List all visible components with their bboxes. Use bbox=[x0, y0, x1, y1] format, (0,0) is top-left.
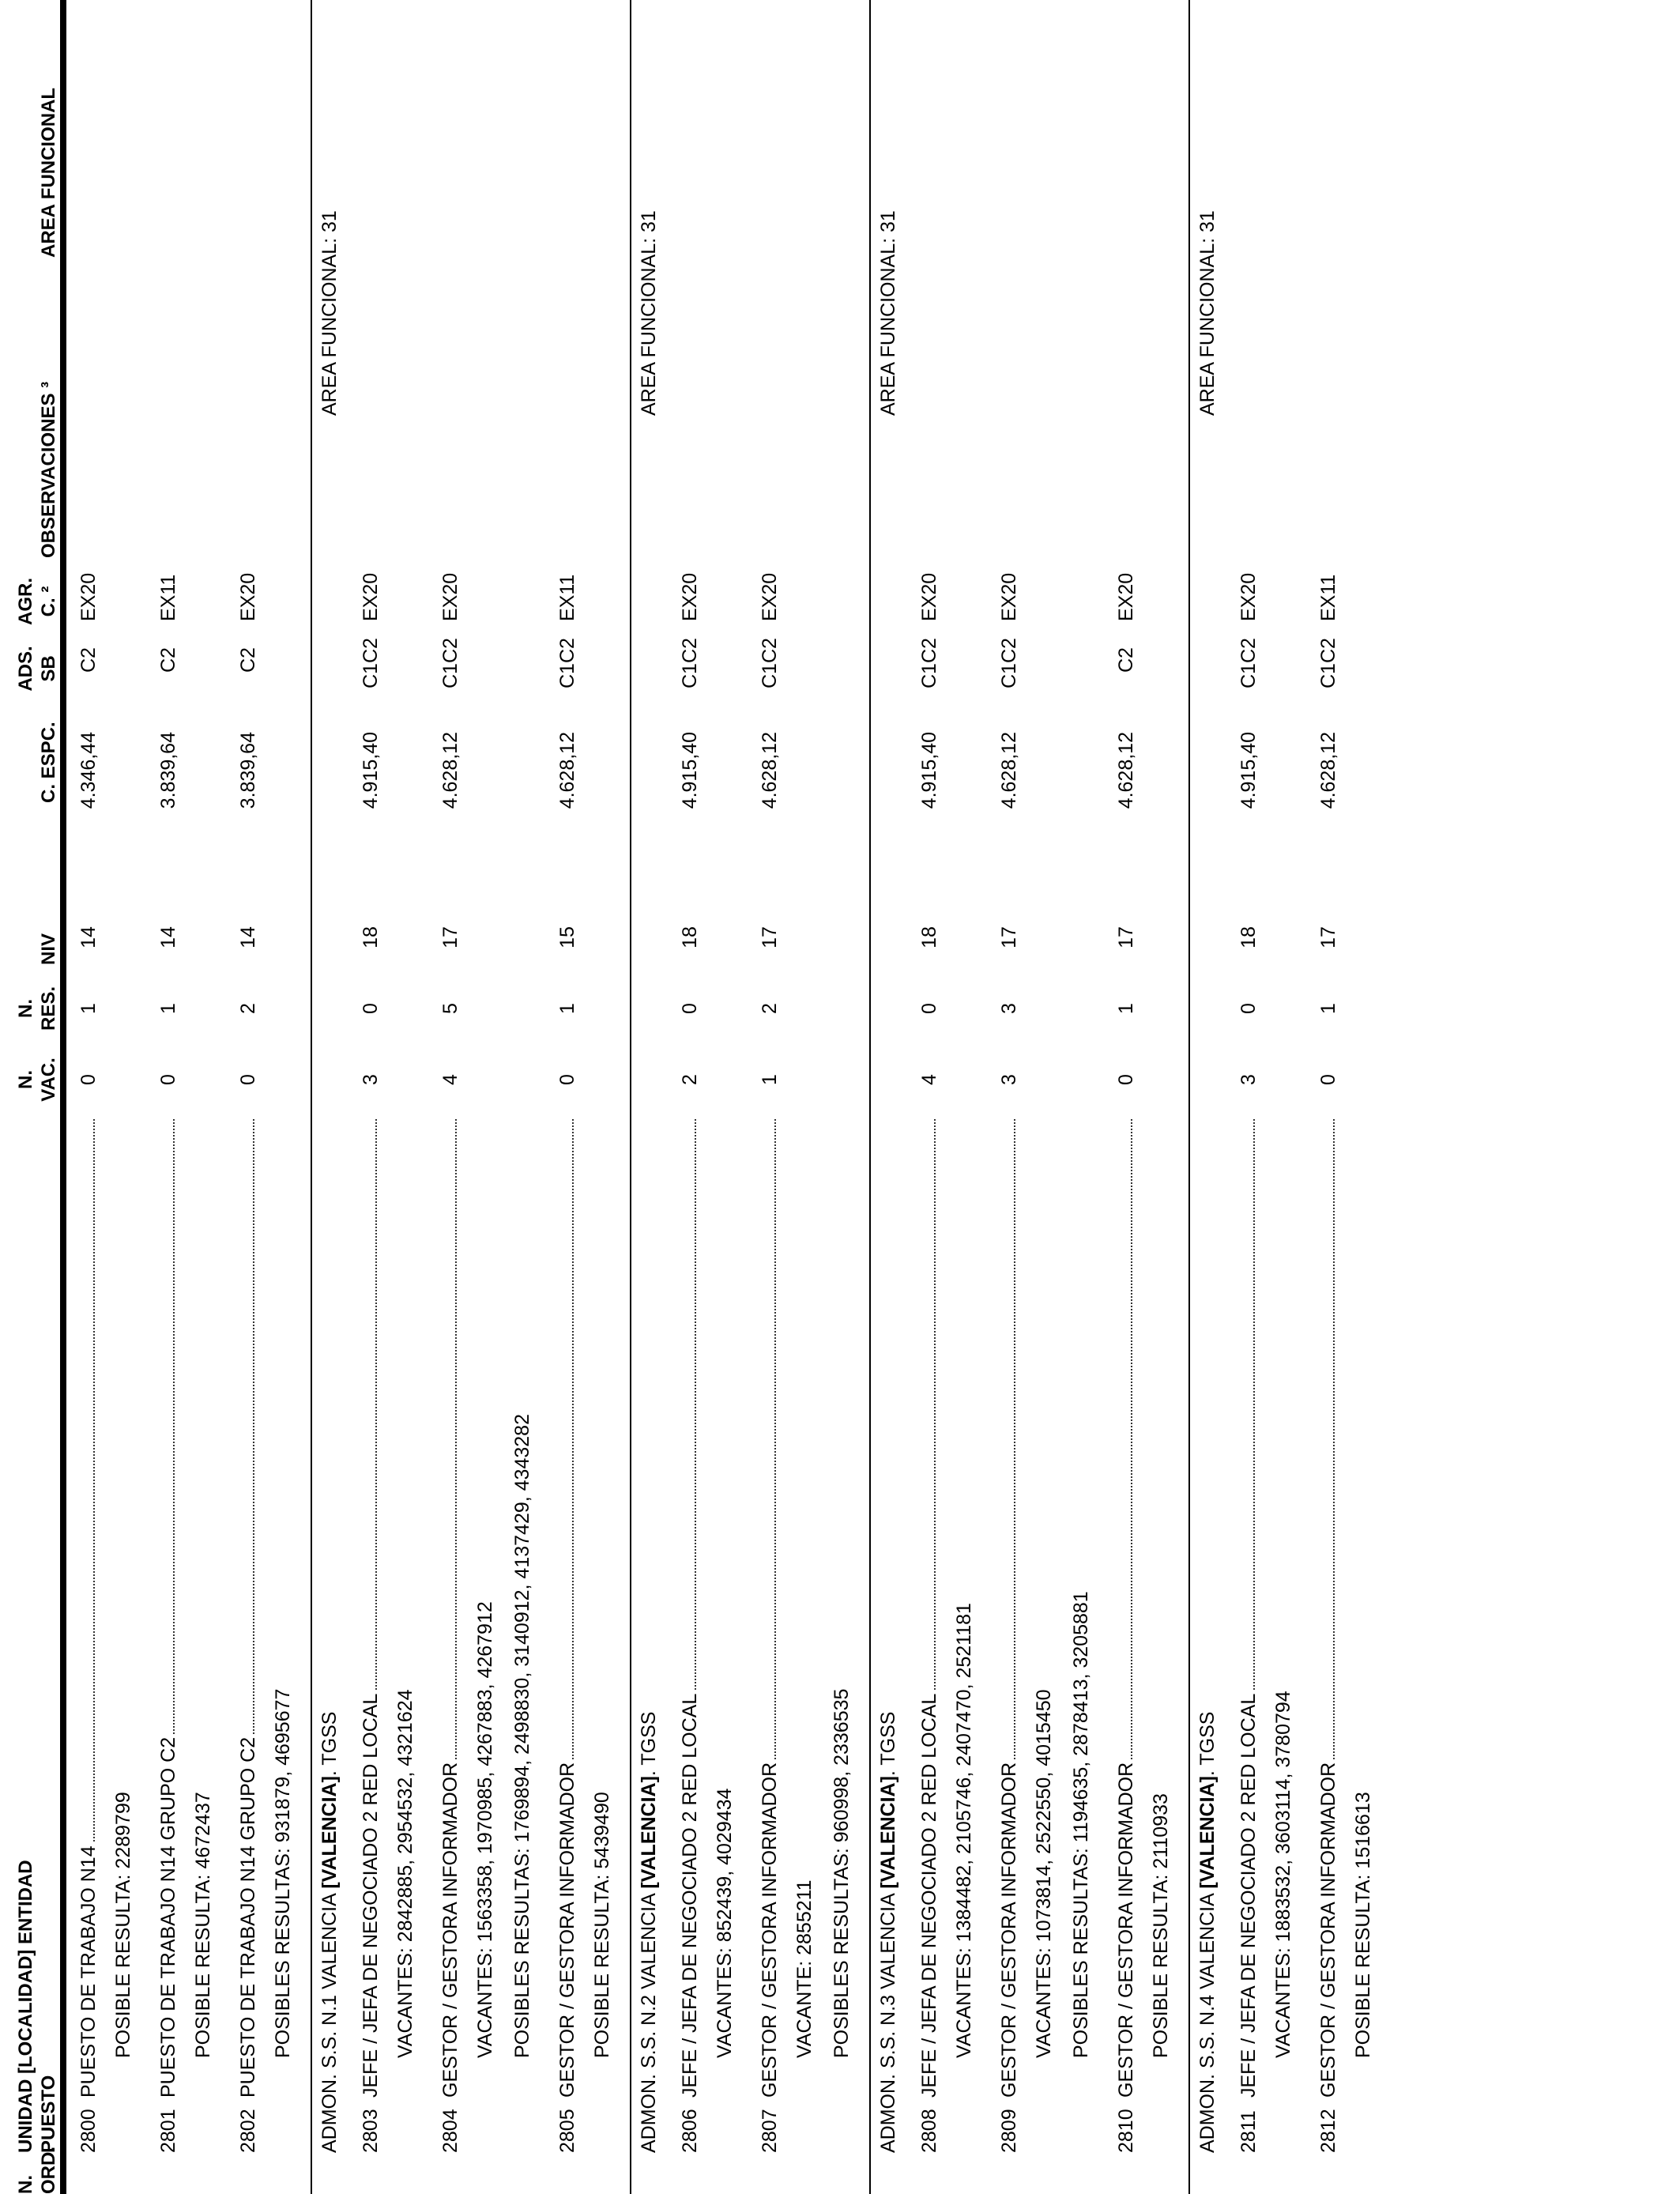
row-note: POSIBLE RESULTA: 4672437 bbox=[192, 1792, 214, 2058]
entity-heading bbox=[318, 1712, 341, 2153]
row-description bbox=[439, 1119, 462, 2098]
entity-heading bbox=[877, 1712, 900, 2153]
row-ads: C1C2 bbox=[360, 638, 382, 688]
row-cespc: 4.915,40 bbox=[918, 732, 940, 809]
row-agr: EX20 bbox=[918, 572, 940, 621]
header-niv: NIV bbox=[38, 933, 59, 965]
row-agr: EX11 bbox=[157, 574, 179, 621]
row-agr: EX20 bbox=[77, 572, 100, 621]
row-cespc: 4.915,40 bbox=[679, 732, 701, 809]
header-ord-line1: N. bbox=[15, 2175, 36, 2194]
row-description-text: JEFE / JEFA DE NEGOCIADO 2 RED LOCAL bbox=[360, 1691, 382, 2098]
row-res: 3 bbox=[998, 1003, 1020, 1014]
row-ads: C2 bbox=[77, 647, 100, 673]
row-note: POSIBLES RESULTAS: 931879, 4695677 bbox=[272, 1688, 294, 2058]
table-row bbox=[353, 0, 388, 2194]
row-niv: 18 bbox=[1237, 926, 1260, 948]
entity-prefix: ADMON. S.S. N.3 VALENCIA bbox=[877, 1888, 899, 2153]
row-agr: EX20 bbox=[998, 572, 1020, 621]
row-description bbox=[1237, 1119, 1260, 2098]
row-res: 1 bbox=[1115, 1003, 1137, 1014]
header-unit-line1: UNIDAD [LOCALIDAD] ENTIDAD bbox=[15, 1860, 36, 2153]
row-res: 0 bbox=[918, 1003, 940, 1014]
entity-prefix: ADMON. S.S. N.2 VALENCIA bbox=[638, 1888, 660, 2153]
row-note: POSIBLES RESULTAS: 1769894, 2498830, 3140912, 4137429, 4343282 bbox=[511, 1414, 533, 2058]
row-ads: C1C2 bbox=[759, 638, 781, 688]
row-niv: 17 bbox=[439, 926, 461, 948]
table-row bbox=[1109, 0, 1143, 2194]
header-ads-line2: SB bbox=[38, 655, 59, 682]
row-note: VACANTES: 852439, 4029434 bbox=[714, 1788, 736, 2058]
area-funcional: AREA FUNCIONAL: 31 bbox=[318, 210, 341, 416]
header-obs: OBSERVACIONES ³ bbox=[38, 381, 59, 558]
row-number: 2806 bbox=[679, 2109, 701, 2153]
row-description-text: GESTOR / GESTORA INFORMADOR bbox=[759, 1760, 781, 2098]
row-note: VACANTES: 2842885, 2954532, 4321624 bbox=[394, 1689, 416, 2058]
row-description-text: PUESTO DE TRABAJO N14 GRUPO C2 bbox=[237, 1735, 259, 2098]
row-niv: 17 bbox=[998, 926, 1020, 948]
row-description-text: GESTOR / GESTORA INFORMADOR bbox=[1115, 1760, 1137, 2098]
row-description bbox=[360, 1119, 382, 2098]
row-ads: C2 bbox=[1115, 647, 1137, 673]
row-agr: EX20 bbox=[679, 572, 701, 621]
row-number: 2802 bbox=[237, 2109, 259, 2153]
table-row bbox=[1311, 0, 1346, 2194]
row-note: VACANTES: 1563358, 1970985, 4267883, 4267912 bbox=[474, 1601, 496, 2058]
row-cespc: 4.628,12 bbox=[759, 732, 781, 809]
row-niv: 14 bbox=[237, 926, 259, 948]
header-agr-line2: C. ² bbox=[38, 586, 59, 617]
row-res: 2 bbox=[237, 1003, 259, 1014]
row-agr: EX20 bbox=[360, 572, 382, 621]
row-cespc: 4.915,40 bbox=[1237, 732, 1260, 809]
header-ord-line2: ORD. bbox=[38, 2147, 59, 2194]
row-description bbox=[679, 1119, 702, 2098]
row-note: VACANTES: 1384482, 2105746, 2407470, 2521181 bbox=[953, 1603, 975, 2058]
row-niv: 15 bbox=[556, 926, 578, 948]
row-vac: 0 bbox=[237, 1074, 259, 1085]
table-row bbox=[1231, 0, 1266, 2194]
header-ads-line1: ADS. bbox=[15, 646, 36, 692]
entity-heading bbox=[638, 1712, 661, 2153]
row-number: 2812 bbox=[1317, 2109, 1339, 2153]
entity-suffix: . TGSS bbox=[1196, 1711, 1219, 1777]
row-description-text: JEFE / JEFA DE NEGOCIADO 2 RED LOCAL bbox=[679, 1691, 701, 2098]
row-cespc: 4.628,12 bbox=[1115, 732, 1137, 809]
header-ads bbox=[14, 641, 60, 696]
row-cespc: 4.915,40 bbox=[360, 732, 382, 809]
entity-prefix: ADMON. S.S. N.1 VALENCIA bbox=[318, 1888, 341, 2153]
row-description bbox=[918, 1119, 941, 2098]
group-separator bbox=[311, 0, 312, 2194]
row-niv: 18 bbox=[679, 926, 701, 948]
table-row bbox=[231, 0, 266, 2194]
row-number: 2810 bbox=[1115, 2109, 1137, 2153]
row-res: 2 bbox=[759, 1003, 781, 1014]
row-vac: 1 bbox=[759, 1074, 781, 1085]
table-row bbox=[433, 0, 468, 2194]
row-vac: 0 bbox=[157, 1074, 179, 1085]
row-niv: 18 bbox=[918, 926, 940, 948]
row-ads: C1C2 bbox=[679, 638, 701, 688]
header-res-line2: RES. bbox=[38, 986, 59, 1031]
row-description-text: JEFE / JEFA DE NEGOCIADO 2 RED LOCAL bbox=[918, 1691, 940, 2098]
row-number: 2811 bbox=[1237, 2110, 1260, 2153]
row-note: POSIBLE RESULTA: 2110933 bbox=[1150, 1793, 1172, 2058]
row-number: 2800 bbox=[77, 2109, 100, 2153]
header-vac-line1: N. bbox=[15, 1070, 36, 1089]
row-ads: C1C2 bbox=[918, 638, 940, 688]
row-description bbox=[556, 1119, 579, 2098]
area-funcional: AREA FUNCIONAL: 31 bbox=[1196, 210, 1219, 416]
row-cespc: 4.628,12 bbox=[439, 732, 461, 809]
row-description-text: JEFE / JEFA DE NEGOCIADO 2 RED LOCAL bbox=[1237, 1691, 1260, 2098]
row-description bbox=[157, 1119, 180, 2098]
group-separator bbox=[630, 0, 631, 2194]
row-ads: C2 bbox=[157, 647, 179, 673]
row-number: 2808 bbox=[918, 2109, 940, 2153]
row-number: 2801 bbox=[157, 2109, 179, 2153]
row-cespc: 3.839,64 bbox=[157, 732, 179, 809]
entity-prefix: ADMON. S.S. N.4 VALENCIA bbox=[1196, 1888, 1219, 2153]
row-cespc: 4.346,44 bbox=[77, 732, 100, 809]
row-description-text: GESTOR / GESTORA INFORMADOR bbox=[439, 1760, 461, 2098]
header-unit bbox=[14, 1860, 60, 2153]
row-niv: 18 bbox=[360, 926, 382, 948]
row-number: 2807 bbox=[759, 2109, 781, 2153]
area-funcional: AREA FUNCIONAL: 31 bbox=[638, 210, 660, 416]
row-note: POSIBLE RESULTA: 2289799 bbox=[112, 1792, 134, 2058]
table-row bbox=[151, 0, 186, 2194]
row-note: POSIBLES RESULTAS: 960998, 2336535 bbox=[831, 1688, 853, 2058]
row-vac: 0 bbox=[1317, 1074, 1339, 1085]
row-note: POSIBLES RESULTAS: 1194635, 2878413, 3205881 bbox=[1070, 1591, 1092, 2058]
group-separator bbox=[1188, 0, 1190, 2194]
entity-suffix: . TGSS bbox=[877, 1711, 899, 1777]
header-ord bbox=[14, 2147, 60, 2194]
row-number: 2805 bbox=[556, 2109, 578, 2153]
row-niv: 17 bbox=[1317, 926, 1339, 948]
row-ads: C1C2 bbox=[1237, 638, 1260, 688]
row-res: 5 bbox=[439, 1003, 461, 1014]
area-funcional: AREA FUNCIONAL: 31 bbox=[877, 210, 899, 416]
entity-location: [VALENCIA] bbox=[638, 1776, 660, 1889]
entity-suffix: . TGSS bbox=[638, 1711, 660, 1777]
row-description-text: GESTOR / GESTORA INFORMADOR bbox=[1317, 1760, 1339, 2098]
row-niv: 17 bbox=[759, 926, 781, 948]
row-description bbox=[1317, 1119, 1340, 2098]
row-vac: 3 bbox=[1237, 1074, 1260, 1085]
row-vac: 3 bbox=[360, 1074, 382, 1085]
row-note: VACANTES: 1073814, 2522550, 4015450 bbox=[1033, 1689, 1055, 2058]
table-row bbox=[912, 0, 947, 2194]
row-vac: 0 bbox=[556, 1074, 578, 1085]
row-description-text: PUESTO DE TRABAJO N14 GRUPO C2 bbox=[157, 1735, 179, 2098]
row-cespc: 3.839,64 bbox=[237, 732, 259, 809]
row-number: 2809 bbox=[998, 2109, 1020, 2153]
entity-location: [VALENCIA] bbox=[877, 1776, 899, 1889]
row-res: 1 bbox=[1317, 1003, 1339, 1014]
row-vac: 2 bbox=[679, 1074, 701, 1085]
row-agr: EX11 bbox=[556, 574, 578, 621]
group-separator bbox=[869, 0, 871, 2194]
row-res: 0 bbox=[1237, 1003, 1260, 1014]
row-description-text: GESTOR / GESTORA INFORMADOR bbox=[998, 1760, 1020, 2098]
row-agr: EX20 bbox=[1115, 572, 1137, 621]
row-ads: C1C2 bbox=[998, 638, 1020, 688]
row-description bbox=[1115, 1119, 1138, 2098]
row-number: 2804 bbox=[439, 2109, 461, 2153]
row-niv: 17 bbox=[1115, 926, 1137, 948]
row-agr: EX20 bbox=[439, 572, 461, 621]
row-ads: C1C2 bbox=[1317, 638, 1339, 688]
row-note: POSIBLE RESULTA: 5439490 bbox=[591, 1792, 613, 2058]
row-description-text: GESTOR / GESTORA INFORMADOR bbox=[556, 1760, 578, 2098]
table-row bbox=[752, 0, 787, 2194]
entity-location: [VALENCIA] bbox=[318, 1776, 341, 1889]
header-rule bbox=[60, 0, 66, 2194]
row-ads: C2 bbox=[237, 647, 259, 673]
row-res: 0 bbox=[679, 1003, 701, 1014]
table-row bbox=[992, 0, 1026, 2194]
header-res-line1: N. bbox=[15, 999, 36, 1018]
row-note: POSIBLE RESULTA: 1516613 bbox=[1352, 1792, 1374, 2058]
row-agr: EX20 bbox=[1237, 572, 1260, 621]
row-number: 2803 bbox=[360, 2109, 382, 2153]
row-vac: 0 bbox=[77, 1074, 100, 1085]
row-description bbox=[77, 1119, 100, 2098]
row-vac: 4 bbox=[439, 1074, 461, 1085]
row-cespc: 4.628,12 bbox=[1317, 732, 1339, 809]
row-description bbox=[998, 1119, 1021, 2098]
header-vac bbox=[14, 1056, 60, 1103]
table-row bbox=[672, 0, 707, 2194]
row-agr: EX20 bbox=[237, 572, 259, 621]
row-res: 1 bbox=[157, 1003, 179, 1014]
row-agr: EX11 bbox=[1317, 574, 1339, 621]
row-niv: 14 bbox=[157, 926, 179, 948]
row-niv: 14 bbox=[77, 926, 100, 948]
header-cespc: C. ESPC. bbox=[38, 722, 59, 803]
row-description bbox=[759, 1119, 782, 2098]
header-unit-line2: PUESTO bbox=[38, 2075, 59, 2153]
table-row bbox=[550, 0, 585, 2194]
row-cespc: 4.628,12 bbox=[556, 732, 578, 809]
row-res: 0 bbox=[360, 1003, 382, 1014]
table-row bbox=[71, 0, 106, 2194]
header-agr bbox=[14, 574, 60, 629]
row-note: VACANTES: 1883532, 3603114, 3780794 bbox=[1272, 1691, 1294, 2058]
header-vac-line2: VAC. bbox=[38, 1057, 59, 1102]
entity-location: [VALENCIA] bbox=[1196, 1776, 1219, 1889]
row-cespc: 4.628,12 bbox=[998, 732, 1020, 809]
row-ads: C1C2 bbox=[439, 638, 461, 688]
row-note: VACANTE: 2855211 bbox=[793, 1879, 816, 2058]
row-vac: 3 bbox=[998, 1074, 1020, 1085]
header-area: AREA FUNCIONAL bbox=[38, 87, 59, 258]
row-vac: 0 bbox=[1115, 1074, 1137, 1085]
row-ads: C1C2 bbox=[556, 638, 578, 688]
header-res bbox=[14, 985, 60, 1032]
row-agr: EX20 bbox=[759, 572, 781, 621]
row-vac: 4 bbox=[918, 1074, 940, 1085]
row-description bbox=[237, 1119, 260, 2098]
row-res: 1 bbox=[556, 1003, 578, 1014]
row-res: 1 bbox=[77, 1003, 100, 1014]
row-description-text: PUESTO DE TRABAJO N14 bbox=[77, 1843, 100, 2098]
header-agr-line1: AGR. bbox=[15, 578, 36, 625]
entity-suffix: . TGSS bbox=[318, 1711, 341, 1777]
entity-heading bbox=[1196, 1712, 1219, 2153]
